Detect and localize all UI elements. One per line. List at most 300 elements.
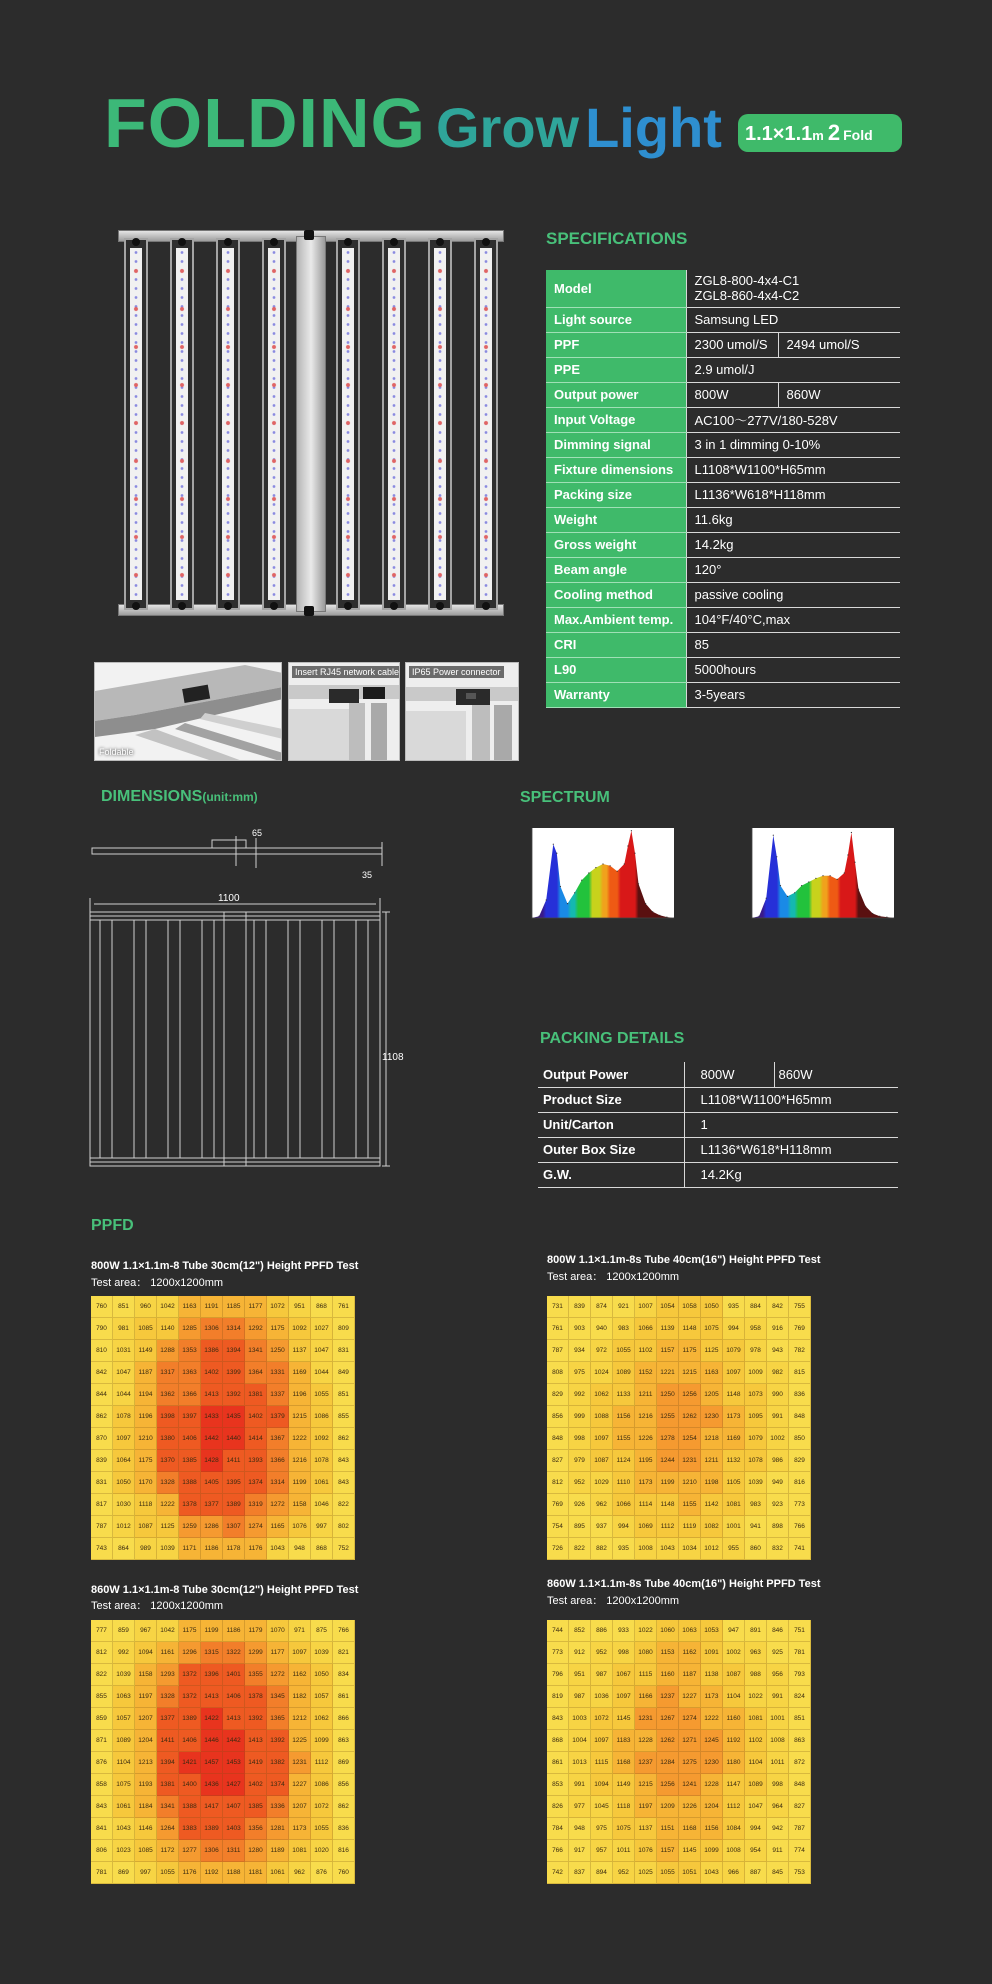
ppfd-cell: 1413	[223, 1708, 245, 1730]
ppfd-cell: 868	[311, 1296, 333, 1318]
ppfd-cell: 1001	[723, 1516, 745, 1538]
ppfd-test-1-heatmap	[91, 1296, 355, 1560]
bar-end-cap	[224, 602, 232, 610]
ppfd-cell: 1378	[179, 1494, 201, 1516]
ppfd-cell: 1187	[135, 1362, 157, 1384]
ppfd-cell: 871	[91, 1730, 113, 1752]
ppfd-cell: 1097	[289, 1642, 311, 1664]
bar-end-cap	[344, 238, 352, 246]
ppfd-cell: 1066	[613, 1494, 635, 1516]
ppfd-cell: 1191	[201, 1296, 223, 1318]
ppfd-cell: 1374	[245, 1472, 267, 1494]
ppfd-cell: 1061	[113, 1796, 135, 1818]
ppfd-cell: 1086	[311, 1774, 333, 1796]
led-bar	[382, 238, 406, 610]
spec-label: Fixture dimensions	[546, 457, 686, 482]
ppfd-cell: 849	[333, 1362, 355, 1384]
ppfd-cell: 982	[767, 1362, 789, 1384]
packing-value: 14.2Kg	[684, 1162, 898, 1187]
spec-row	[546, 382, 900, 407]
ppfd-cell: 831	[333, 1340, 355, 1362]
ppfd-cell: 997	[311, 1516, 333, 1538]
ppfd-cell: 921	[613, 1296, 635, 1318]
dim-spine-outline	[224, 912, 246, 1166]
ppfd-cell: 975	[569, 1362, 591, 1384]
spectrum-point	[776, 856, 777, 857]
ppfd-cell: 793	[789, 1664, 811, 1686]
ppfd-cell: 812	[547, 1472, 569, 1494]
ppfd-cell: 994	[745, 1818, 767, 1840]
ppfd-cell: 1171	[179, 1538, 201, 1560]
ppfd-cell: 1160	[723, 1708, 745, 1730]
dim-bar-outline	[202, 920, 214, 1158]
spectrum-point	[780, 885, 781, 886]
ppfd-cell: 1204	[701, 1796, 723, 1818]
spectrum-point	[556, 853, 557, 854]
ppfd-cell: 991	[569, 1774, 591, 1796]
ppfd-cell: 1366	[267, 1450, 289, 1472]
spectrum-point	[567, 903, 568, 904]
spec-row	[546, 307, 900, 332]
ppfd-cell: 761	[547, 1318, 569, 1340]
ppfd-cell: 1030	[113, 1494, 135, 1516]
ppfd-cell: 1186	[201, 1538, 223, 1560]
packing-value: 800W	[684, 1062, 774, 1087]
ppfd-cell: 1160	[657, 1664, 679, 1686]
ppfd-cell: 1212	[289, 1708, 311, 1730]
ppfd-cell: 1389	[201, 1818, 223, 1840]
ppfd-cell: 848	[547, 1428, 569, 1450]
ppfd-cell: 1085	[135, 1840, 157, 1862]
ppfd-cell: 935	[723, 1296, 745, 1318]
ppfd-cell: 911	[767, 1840, 789, 1862]
ppfd-cell: 1296	[179, 1642, 201, 1664]
ppfd-cell: 809	[333, 1318, 355, 1340]
ppfd-cell: 1155	[613, 1428, 635, 1450]
spectrum-point	[546, 899, 547, 900]
ppfd-cell: 842	[767, 1296, 789, 1318]
ppfd-cell: 1345	[267, 1686, 289, 1708]
ppfd-cell: 1259	[179, 1516, 201, 1538]
ppfd-cell: 958	[745, 1318, 767, 1340]
led-bar	[170, 238, 194, 610]
spectrum-point	[879, 916, 880, 917]
product-image	[118, 230, 504, 618]
ppfd-cell: 1042	[157, 1620, 179, 1642]
ppfd-cell: 1087	[591, 1450, 613, 1472]
ppfd-cell: 1254	[679, 1428, 701, 1450]
ppfd-cell: 1112	[311, 1752, 333, 1774]
ppfd-cell: 834	[333, 1664, 355, 1686]
ppfd-cell: 829	[789, 1450, 811, 1472]
ppfd-cell: 1293	[157, 1664, 179, 1686]
spectrum-point	[854, 862, 855, 863]
spec-row	[546, 332, 900, 357]
ppfd-cell: 998	[767, 1774, 789, 1796]
dim-bar-outline	[356, 920, 368, 1158]
led-strip	[434, 248, 446, 600]
ppfd-cell: 861	[547, 1752, 569, 1774]
ppfd-cell: 831	[91, 1472, 113, 1494]
ppfd-cell: 1157	[657, 1340, 679, 1362]
ppfd-cell: 1081	[289, 1840, 311, 1862]
spec-value: L1108*W1100*H65mm	[686, 457, 900, 482]
ppfd-cell: 1043	[113, 1818, 135, 1840]
ppfd-cell: 1076	[289, 1516, 311, 1538]
ppfd-cell: 842	[91, 1362, 113, 1384]
ppfd-cell: 1086	[311, 1406, 333, 1428]
ppfd-cell: 1211	[635, 1384, 657, 1406]
ppfd-cell: 1112	[657, 1516, 679, 1538]
spectrum-point	[801, 885, 802, 886]
dim-bar-outline	[100, 920, 112, 1158]
spec-label: L90	[546, 657, 686, 682]
ppfd-cell: 1231	[289, 1752, 311, 1774]
ppfd-cell: 1125	[701, 1340, 723, 1362]
ppfd-cell: 868	[547, 1730, 569, 1752]
ppfd-cell: 1147	[723, 1774, 745, 1796]
ppfd-cell: 1262	[679, 1406, 701, 1428]
ppfd-cell: 1185	[223, 1296, 245, 1318]
ppfd-cell: 1328	[157, 1686, 179, 1708]
ppfd-cell: 1089	[745, 1774, 767, 1796]
ppfd-cell: 790	[91, 1318, 113, 1340]
badge-fold-label: Fold	[843, 127, 873, 143]
ppfd-cell: 994	[723, 1318, 745, 1340]
dimensions-title	[101, 788, 258, 806]
title-word-light: Light	[585, 96, 722, 159]
ppfd-cell: 1036	[591, 1686, 613, 1708]
ppfd-cell: 937	[591, 1516, 613, 1538]
spectrum-point	[624, 863, 625, 864]
ppfd-cell: 1407	[223, 1796, 245, 1818]
ppfd-cell: 1008	[767, 1730, 789, 1752]
spec-row	[546, 432, 900, 457]
spec-value: 3 in 1 dimming 0-10%	[686, 432, 900, 457]
ppfd-cell: 1099	[311, 1730, 333, 1752]
ppfd-cell: 852	[569, 1620, 591, 1642]
ppfd-cell: 726	[547, 1538, 569, 1560]
ppfd-cell: 935	[613, 1538, 635, 1560]
dim-bar-outline	[254, 920, 266, 1158]
ppfd-cell: 962	[289, 1862, 311, 1884]
bar-end-cap	[224, 238, 232, 246]
ppfd-cell: 1024	[591, 1362, 613, 1384]
ppfd-cell: 1311	[223, 1840, 245, 1862]
ppfd-cell: 1216	[635, 1406, 657, 1428]
ppfd-cell: 1079	[745, 1428, 767, 1450]
ppfd-cell: 957	[591, 1840, 613, 1862]
spectrum-point	[886, 917, 887, 918]
spectrum-chart-2	[736, 814, 896, 934]
spectrum-point	[851, 832, 852, 833]
ppfd-cell: 1149	[613, 1774, 635, 1796]
ppfd-cell: 1237	[657, 1686, 679, 1708]
spectrum-point	[815, 878, 816, 879]
ppfd-cell: 1380	[157, 1428, 179, 1450]
ppfd-cell: 1080	[635, 1642, 657, 1664]
ppfd-cell: 1196	[135, 1406, 157, 1428]
ppfd-cell: 863	[333, 1730, 355, 1752]
ppfd-cell: 1013	[569, 1752, 591, 1774]
dimensions-drawing	[86, 816, 406, 1186]
ppfd-test-2-title: 800W 1.1×1.1m-8s Tube 40cm(16") Height PPFD Test	[547, 1254, 821, 1266]
ppfd-cell: 952	[613, 1862, 635, 1884]
ppfd-cell: 810	[91, 1340, 113, 1362]
ppfd-cell: 952	[591, 1642, 613, 1664]
ppfd-cell: 773	[547, 1642, 569, 1664]
bar-end-cap	[344, 602, 352, 610]
ppfd-cell: 1314	[267, 1472, 289, 1494]
packing-value-2: 860W	[774, 1062, 898, 1087]
ppfd-cell: 1395	[223, 1472, 245, 1494]
ppfd-cell: 1063	[113, 1686, 135, 1708]
ppfd-cell: 1231	[679, 1450, 701, 1472]
ppfd-cell: 1161	[157, 1642, 179, 1664]
ppfd-cell: 1222	[289, 1428, 311, 1450]
ppfd-cell: 1196	[289, 1384, 311, 1406]
ppfd-cell: 1417	[201, 1796, 223, 1818]
spectrum-point	[844, 872, 845, 873]
ppfd-cell: 1011	[767, 1752, 789, 1774]
ppfd-cell: 923	[767, 1494, 789, 1516]
spectrum-point	[822, 875, 823, 876]
spectrum-title: SPECTRUM	[520, 789, 610, 806]
spec-value: 11.6kg	[686, 507, 900, 532]
ppfd-cell: 999	[569, 1406, 591, 1428]
spectrum-chart-1	[516, 814, 676, 934]
ppfd-cell: 1149	[135, 1340, 157, 1362]
ppfd-cell: 751	[789, 1620, 811, 1642]
ppfd-cell: 1087	[723, 1664, 745, 1686]
ppfd-cell: 1169	[723, 1428, 745, 1450]
ppfd-cell: 784	[547, 1818, 569, 1840]
ppfd-cell: 1403	[223, 1818, 245, 1840]
ppfd-cell: 1139	[657, 1318, 679, 1340]
ppfd-cell: 1381	[245, 1384, 267, 1406]
ppfd-cell: 1364	[245, 1362, 267, 1384]
ppfd-cell: 1114	[635, 1494, 657, 1516]
dim-bar-outline	[288, 920, 300, 1158]
dim-length: 1108	[382, 1052, 404, 1063]
ppfd-cell: 1173	[289, 1818, 311, 1840]
ppfd-cell: 787	[789, 1818, 811, 1840]
ppfd-cell: 822	[569, 1538, 591, 1560]
spectrum-point	[645, 903, 646, 904]
ppfd-cell: 1402	[245, 1406, 267, 1428]
ppfd-cell: 1051	[679, 1862, 701, 1884]
ppfd-cell: 1172	[157, 1840, 179, 1862]
ppfd-cell: 994	[613, 1516, 635, 1538]
ppfd-cell: 1145	[613, 1708, 635, 1730]
ppfd-cell: 866	[333, 1708, 355, 1730]
ppfd-cell: 991	[767, 1686, 789, 1708]
ppfd-cell: 815	[789, 1362, 811, 1384]
ppfd-cell: 1227	[679, 1686, 701, 1708]
spec-value: 2300 umol/S	[686, 332, 778, 357]
ppfd-cell: 875	[311, 1620, 333, 1642]
ppfd-cell: 1158	[135, 1664, 157, 1686]
spec-row	[546, 482, 900, 507]
ppfd-cell: 1436	[201, 1774, 223, 1796]
ppfd-cell: 1079	[723, 1340, 745, 1362]
size-fold-badge	[738, 114, 902, 152]
ppfd-cell: 1306	[201, 1840, 223, 1862]
ppfd-cell: 769	[789, 1318, 811, 1340]
ppfd-cell: 1389	[223, 1494, 245, 1516]
ppfd-cell: 1064	[113, 1450, 135, 1472]
ppfd-cell: 1435	[223, 1406, 245, 1428]
spectrum-point	[666, 917, 667, 918]
ppfd-cell: 773	[789, 1494, 811, 1516]
ppfd-cell: 895	[569, 1516, 591, 1538]
ppfd-cell: 1393	[245, 1450, 267, 1472]
bar-end-cap	[132, 238, 140, 246]
ppfd-cell: 1250	[657, 1384, 679, 1406]
ppfd-cell: 843	[333, 1472, 355, 1494]
ppfd-cell: 1372	[179, 1686, 201, 1708]
ppfd-cell: 926	[569, 1494, 591, 1516]
ppfd-cell: 1151	[657, 1818, 679, 1840]
ppfd-cell: 829	[547, 1384, 569, 1406]
ppfd-cell: 998	[569, 1428, 591, 1450]
ppfd-cell: 1222	[157, 1494, 179, 1516]
badge-fold-number: 2	[827, 120, 841, 145]
spec-row	[546, 357, 900, 382]
spec-value: L1136*W618*H118mm	[686, 482, 900, 507]
ppfd-cell: 1058	[679, 1296, 701, 1318]
ppfd-cell: 861	[333, 1686, 355, 1708]
ppfd-cell: 1272	[267, 1664, 289, 1686]
spec-row	[546, 457, 900, 482]
ppfd-cell: 1085	[135, 1318, 157, 1340]
bar-end-cap	[178, 238, 186, 246]
ppfd-cell: 1023	[113, 1840, 135, 1862]
ppfd-cell: 862	[333, 1428, 355, 1450]
ppfd-cell: 1170	[135, 1472, 157, 1494]
dimensions-unit: (unit:mm)	[202, 790, 258, 804]
ppfd-cell: 1075	[113, 1774, 135, 1796]
ppfd-cell: 1264	[157, 1818, 179, 1840]
bar-end-cap	[132, 602, 140, 610]
ppfd-cell: 987	[591, 1664, 613, 1686]
led-bar	[216, 238, 240, 610]
ppfd-cell: 1192	[723, 1730, 745, 1752]
ppfd-cell: 951	[289, 1296, 311, 1318]
spec-value-line-1: ZGL8-800-4x4-C1	[694, 273, 800, 289]
ppfd-cell: 1034	[679, 1538, 701, 1560]
ppfd-cell: 1047	[745, 1796, 767, 1818]
spec-value: 2.9 umol/J	[686, 357, 900, 382]
ppfd-cell: 744	[547, 1620, 569, 1642]
packing-label: Unit/Carton	[538, 1112, 684, 1137]
ppfd-cell: 1262	[657, 1730, 679, 1752]
ppfd-cell: 1207	[289, 1796, 311, 1818]
ppfd-cell: 860	[745, 1538, 767, 1560]
ppfd-cell: 1244	[657, 1450, 679, 1472]
ppfd-cell: 1215	[679, 1362, 701, 1384]
ppfd-cell: 983	[745, 1494, 767, 1516]
ppfd-cell: 1400	[179, 1774, 201, 1796]
ppfd-cell: 821	[333, 1642, 355, 1664]
ppfd-cell: 1215	[635, 1774, 657, 1796]
ppfd-cell: 1221	[657, 1362, 679, 1384]
ppfd-cell: 824	[789, 1686, 811, 1708]
spec-value: 3-5years	[686, 682, 900, 707]
ppfd-cell: 1027	[311, 1318, 333, 1340]
ppfd-cell: 839	[91, 1450, 113, 1472]
spectrum-point	[847, 854, 848, 855]
packing-row	[538, 1062, 898, 1087]
ppfd-cell: 816	[789, 1472, 811, 1494]
ppfd-cell: 1078	[311, 1450, 333, 1472]
bar-end-cap	[436, 238, 444, 246]
ppfd-cell: 887	[745, 1862, 767, 1884]
ppfd-cell: 1078	[113, 1406, 135, 1428]
ppfd-cell: 967	[135, 1620, 157, 1642]
ppfd-cell: 856	[547, 1406, 569, 1428]
ppfd-cell: 1197	[135, 1686, 157, 1708]
spec-label: Cooling method	[546, 582, 686, 607]
spectrum-chart-2-svg	[736, 814, 912, 934]
ppfd-cell: 1044	[113, 1384, 135, 1406]
ppfd-cell: 1413	[201, 1686, 223, 1708]
ppfd-cell: 843	[547, 1708, 569, 1730]
ppfd-cell: 1388	[179, 1472, 201, 1494]
ppfd-cell: 1025	[635, 1862, 657, 1884]
ppfd-cell: 1388	[179, 1796, 201, 1818]
ppfd-cell: 1145	[679, 1840, 701, 1862]
ppfd-cell: 903	[569, 1318, 591, 1340]
ppfd-cell: 1102	[635, 1340, 657, 1362]
ppfd-cell: 872	[789, 1752, 811, 1774]
ppfd-cell: 1446	[201, 1730, 223, 1752]
ppfd-cell: 1210	[135, 1428, 157, 1450]
packing-value: L1136*W618*H118mm	[684, 1137, 898, 1162]
ppfd-cell: 1411	[157, 1730, 179, 1752]
ppfd-cell: 812	[91, 1642, 113, 1664]
foldable-caption: Foldable	[99, 747, 134, 757]
packing-label: G.W.	[538, 1162, 684, 1187]
dim-bar-outline	[322, 920, 334, 1158]
ppfd-cell: 1285	[179, 1318, 201, 1340]
led-bar	[262, 238, 286, 610]
ppfd-cell: 886	[591, 1620, 613, 1642]
ppfd-cell: 1222	[701, 1708, 723, 1730]
ppfd-cell: 1209	[657, 1796, 679, 1818]
spec-value: 5000hours	[686, 657, 900, 682]
rj45-photo	[288, 662, 400, 761]
ppfd-cell: 1061	[267, 1862, 289, 1884]
ppfd-cell: 882	[591, 1538, 613, 1560]
spectrum-point	[588, 872, 589, 873]
spectrum-point	[766, 898, 767, 899]
ppfd-cell: 1299	[245, 1642, 267, 1664]
ppfd-cell: 1228	[635, 1730, 657, 1752]
ppfd-cell: 972	[591, 1340, 613, 1362]
ppfd-cell: 1401	[223, 1664, 245, 1686]
ppfd-cell: 1379	[267, 1406, 289, 1428]
spec-label: Output power	[546, 382, 686, 407]
ppfd-cell: 1031	[113, 1340, 135, 1362]
ppfd-cell: 916	[767, 1318, 789, 1340]
ppfd-cell: 1187	[679, 1664, 701, 1686]
spec-value-line-2: ZGL8-860-4x4-C2	[694, 288, 800, 304]
spec-value	[686, 270, 900, 307]
spec-row	[546, 582, 900, 607]
spec-value-2: 860W	[778, 382, 900, 407]
ppfd-cell: 1428	[201, 1450, 223, 1472]
